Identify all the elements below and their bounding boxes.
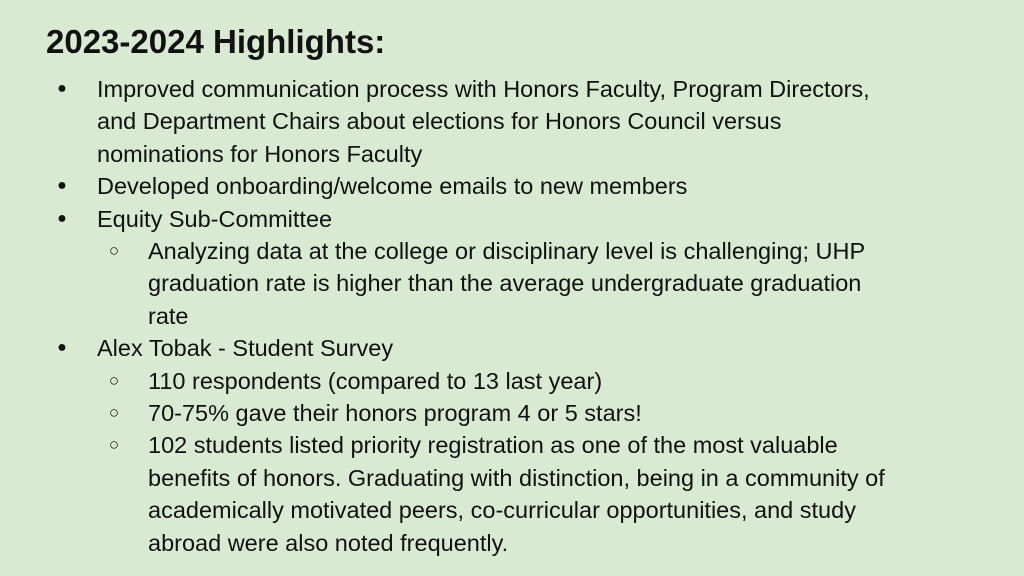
- sub-list-item-text-cont: academically motivated peers, co-curricular opportunities, and study: [148, 497, 856, 524]
- sub-list-item: [0, 365, 1000, 397]
- list-item-text: Alex Tobak - Student Survey: [97, 335, 394, 362]
- list-item-text-cont: and Department Chairs about elections for Honors Council versus: [97, 108, 782, 135]
- bullet-list: [0, 73, 1000, 559]
- hollow-bullet-icon: ○: [108, 241, 120, 261]
- slide-title: 2023-2024 Highlights:: [46, 23, 386, 60]
- sub-list-item-text-cont: benefits of honors. Graduating with distinction, being in a community of: [148, 464, 885, 491]
- sub-list-item-text-cont: graduation rate is higher than the average undergraduate graduation: [148, 270, 862, 297]
- bullet-icon: ●: [57, 339, 67, 357]
- list-item-text-cont: nominations for Honors Faculty: [97, 140, 423, 167]
- list-item: [0, 170, 1000, 202]
- list-item-text: Developed onboarding/welcome emails to new members: [97, 173, 688, 200]
- sub-list-item: [0, 429, 1000, 559]
- bullet-icon: ●: [57, 80, 67, 97]
- hollow-bullet-icon: ○: [108, 403, 120, 423]
- list-item: [0, 73, 1000, 170]
- sub-list-item-text: 102 students listed priority registration as one of the most valuable: [148, 432, 838, 459]
- list-item-text: Equity Sub-Committee: [97, 205, 333, 232]
- bullet-icon: ●: [57, 209, 67, 227]
- sub-list-item-text: Analyzing data at the college or disciplinary level is challenging; UHP: [148, 238, 866, 265]
- list-item: [0, 332, 1000, 364]
- sub-list-item: [0, 235, 1000, 332]
- list-item: [0, 203, 1000, 235]
- sub-list-item-text-cont: abroad were also noted frequently.: [148, 529, 509, 556]
- hollow-bullet-icon: ○: [108, 370, 120, 390]
- sub-list-item-text-cont: rate: [148, 302, 189, 329]
- hollow-bullet-icon: ○: [108, 435, 120, 455]
- sub-list-item-text: 110 respondents (compared to 13 last year): [148, 367, 603, 394]
- sub-list-item-text: 70-75% gave their honors program 4 or 5 stars!: [148, 400, 642, 427]
- sub-list-item: [0, 397, 1000, 429]
- list-item-text: Improved communication process with Honors Faculty, Program Directors,: [97, 76, 870, 102]
- bullet-icon: ●: [57, 177, 67, 195]
